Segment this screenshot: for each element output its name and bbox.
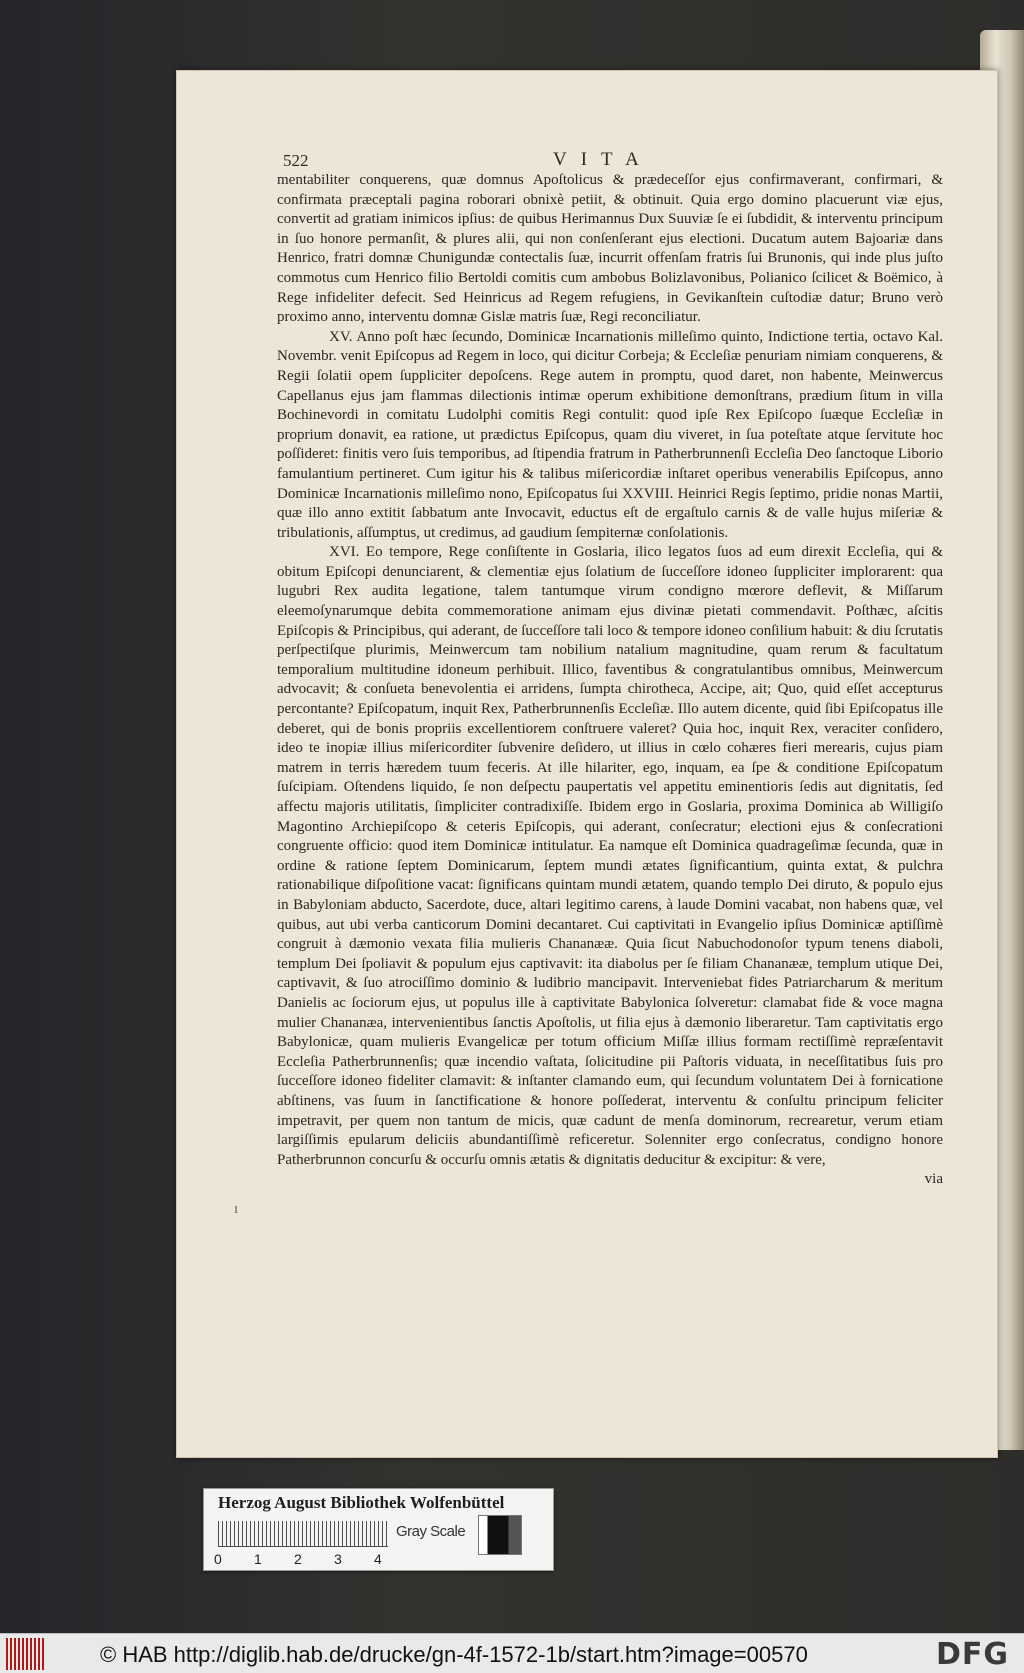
paragraph: XVI. Eo tempore, Rege conſiſtente in Goslaria, ilico legatos ſuos ad eum direxit Eccleſia, qui & obitum Epiſcopi denunciarent, & clementiæ ejus ſolatium de ſucceſſore idoneo ſuppliciter implorarent: qua lugubri Rex audita legatione, talem tantumque virum condigno mœrore deflevit, & Miſſarum eleemoſynarumque debita commemoratione animam ejus divinæ pietati commendavit. Poſthæc, aſcitis Epiſcopis & Principibus, qui aderant, de ſucceſſore tali loco & tempore idoneo conſilium habuit: & diu ſcrutatis perſpectiſque plurimis, Meinwercum tam nobilium natalium magnitudine, quam rerum & facultatum temporalium multitudine idoneum perhibuit. Illico, faventibus & congratulantibus omnibus, Meinwercum advocavit; & conſueta benevolentia ei arridens, ſumpta chirotheca, Accipe, ait; Quo, quid eſſet accepturus percontante? Epiſcopatum, inquit Rex, Patherbrunnenſis Eccleſiæ. Illo autem dicente, quid ſibi Epiſcopatus ille deberet, qui de bonis propriis excellentiorem conſtruere valeret? Quia hoc, inquit Rex, veraciter conſidero, ideo te inopiæ illius miſericorditer ſubvenire deſidero, ut illius in cœlo cohæres fieri merearis, cujus piam matrem in terris hæredem tuum feceris. At ille hilariter, ego, inquam, ea ſpe & conditione Epiſcopatum ſuſcipiam. Oſtendens liquido, ſe non deſpectu paupertatis vel appetitu eminentioris ſedis aut dignitatis, ſed affectu majoris utilitatis, ſimpliciter contradixiſſe. Ibidem ergo in Goslaria, proxima Dominica ab Willigiſo Magontino Archiepiſcopo & ceteris Epiſcopis, qui aderant, conſecratur; electioni ejus & conſecrationi congruente officio: quod item Dominicæ intitulatur. Ea namque eſt Dominica quadrageſimæ ſecunda, quæ in ordine & ratione ſeptem Dominicarum, ſeptem mundi ætates ſignificantium, quinta extat, & pulchra rationabilique diſpoſitione vacat: ſignificans quintam mundi ætatem, quando templo Dei diruto, & populo ejus in Babyloniam abducto, Sacerdote, duce, altari legitimo carens, à laude Domini vacabat, non habens quæ, vel quibus, aut ubi verba canticorum Domini decantaret. Cui captivitati in Evangelio ipſius Dominicæ aptiſſimè congruit à dæmonio vexata filia mulieris Chananææ. Quia ſicut Nabuchodonoſor typum tenens diaboli, templum Dei ſpoliavit & populum ejus captivavit: ita diabolus per ſe filiam Chananææ, templum utique Dei, captivavit, & ſuo atrociſſimo dominio & ludibrio mancipavit. Interveniebat fides Patriarcharum & meritum Danielis ac ſociorum ejus, ut populus ille à captivitate Babylonica ſolveretur: clamabat fide & voce magna mulier Chananæa, intervenientibus ſanctis Apoſtolis, ut filia ejus à dæmonio liberaretur. Tam captivitatis ergo Babylonicæ, quam mulieris Evangelicæ per totum officium Miſſæ illius formam rectiſſimè repræſentavit Eccleſia Patherbrunnenſis; quæ incendio vaſtata, ſolicitudine pii Paſtoris viduata, in neceſſitatibus ſuis pro ſucceſſore idoneo fideliter clamavit: & inſtanter clamando eum, qui ſecundum voluntatem Dei à fornicatione abſtinens, vas ſuum in ſanctificatione & honore poſſederat, interventu & conſultu principum feliciter impetravit, per quem non tantum de micis, quæ cadunt de menſa dominorum, recrearetur, verum etiam largiſſimis epularum deliciis abundantiſſimè reficeretur. Solenniter ergo conſecratus, condigno honore Patherbrunnon concurſu & occurſu omnis ætatis & dignitatis deducitur & excipitur: & vere,: [277, 544, 943, 1168]
footer-bar: [0, 1633, 1024, 1673]
running-title: VITA: [553, 149, 653, 170]
scale-number: 3: [334, 1551, 342, 1567]
scale-number: 2: [294, 1551, 302, 1567]
scale-number: 4: [374, 1551, 382, 1567]
footer-credit: © HAB http://diglib.hab.de/drucke/gn-4f-1572-1b/start.htm?image=00570: [100, 1642, 808, 1667]
scale-number: 0: [214, 1551, 222, 1567]
hab-logo-icon: [6, 1638, 46, 1670]
dfg-logo-icon: DFG: [936, 1637, 1010, 1672]
library-label: Herzog August Bibliothek Wolfenbüttel: [218, 1493, 505, 1512]
paragraph: XV. Anno poſt hæc ſecundo, Dominicæ Incarnationis milleſimo quinto, Indictione tertia, octavo Kal. Novembr. venit Epiſcopus ad Regem in loco, qui dicitur Corbeja; & Eccleſiæ penuriam nimiam conquerens, & Regii ſolatii opem ſuppliciter depoſcens. Rege autem in promptu, quod daret, non habente, Meinwercus Capellanus ejus jam flammas dilectionis intimæ operum exhibitione demonſtrans, prædium ſitum in villa Bochinevordi in comitatu Ludolphi comitis Regi contulit: quod ipſe Rex Epiſcopo ſuæque Eccleſiæ in proprium donavit, ea ratione, ut prædictus Epiſcopus, quam diu viveret, in ſua poteſtate atque ſervitute hoc poſſideret: finitis vero ſuis temporibus, ad ſtipendia fratrum in Patherbrunnenſi Eccleſia Deo ſanctoque Liborio famulantium pertineret. Cum igitur his & talibus miſericordiæ inſtaret operibus venerabilis Epiſcopus, anno Dominicæ Incarnationis milleſimo nono, Epiſcopatus ſui XXVIII. Heinrici Regis ſeptimo, pridie nonas Martii, quæ illo anno extitit ſabbatum ante Invocavit, eductus eſt de ergaſtulo carnis & de valle hujus miſeriæ & tribulationis, aſſumptus, ut credimus, ad gaudium ſempiternæ conſolationis.: [277, 328, 943, 541]
gray-patch: [478, 1515, 522, 1555]
grayscale-label: Gray Scale: [396, 1523, 466, 1540]
page-number: 522: [283, 151, 309, 170]
scale-number: 1: [254, 1551, 262, 1567]
page-header: [283, 149, 983, 171]
paragraph: mentabiliter conquerens, quæ domnus Apoſtolicus & prædeceſſor ejus confirmaverant, confirmari, & confirmata præceptali pagina roborari obnixè petiit, & obtinuit. Quia ergo domino placuerunt viæ ejus, convertit ad gratiam inimicos ipſius: de quibus Herimannus Dux Suuviæ ſe ei ſubdidit, & interventu principum in ſuo honore permanſit, & plures alii, qui non conſenſerant ejus electioni. Ducatum autem Bajoariæ dans Henrico, fratri domnæ Chunigundæ contectalis ſuæ, incurrit offenſam fratris ſui Brunonis, qui inde plus juſto commotus cum Henrico filio Bertoldi comitis cum ambobus Bolizlavonibus, Polianico ſcilicet & Boëmico, à Rege infideliter defecit. Sed Heinricus ad Regem refugiens, in Gevikanſtein cuſtodiæ datur; Bruno verò proximo anno, interventu domnæ Gislæ matris ſuæ, Regi reconciliatur.: [277, 172, 943, 326]
scale-ruler: [218, 1521, 388, 1547]
book-page: [176, 70, 998, 1458]
text-body: [277, 171, 943, 1190]
margin-mark: ı: [234, 1201, 239, 1217]
color-calibration-strip: [203, 1488, 554, 1571]
catchword: via: [924, 1171, 943, 1188]
